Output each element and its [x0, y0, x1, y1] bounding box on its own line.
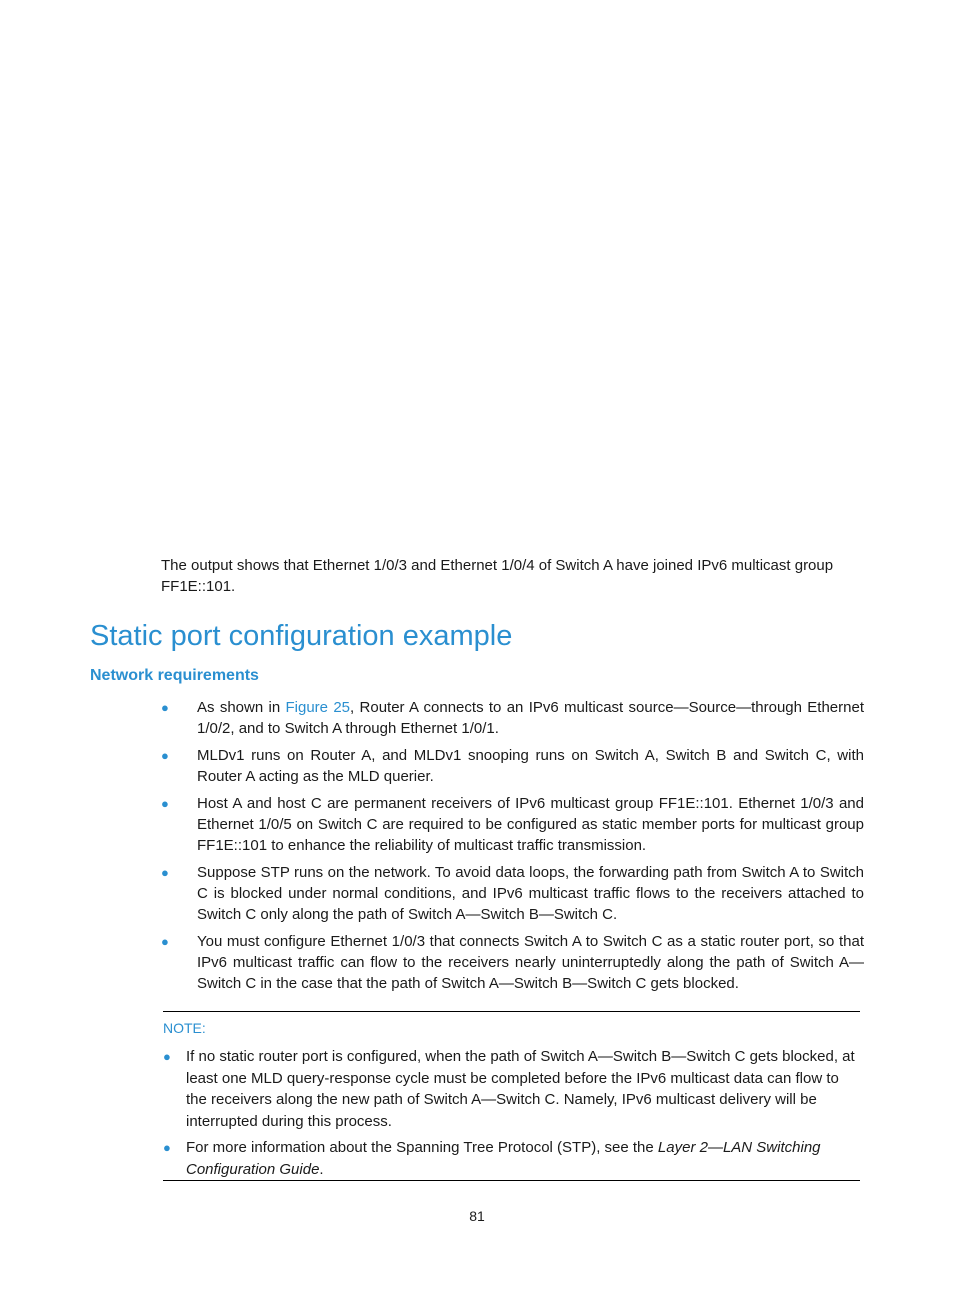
list-item-text: Suppose STP runs on the network. To avoid data loops, the forwarding path from Switch A to Switch C is blocked under normal conditions, and IPv6 multicast traffic flows to the receivers attached to Switch C only along the path of Switch A—Switch B—Switch C. [197, 864, 864, 923]
list-item-text: As shown in [197, 699, 286, 716]
bullet-icon: ● [161, 796, 169, 811]
list-item-text: If no static router port is configured, when the path of Switch A—Switch B—Switch C gets blocked, at least one MLD query-response cycle must be completed before the IPv6 multicast data can flow to the receivers along the new path of Switch A—Switch C. Namely, IPv6 multicast delivery will be interrupted during this process. [186, 1048, 855, 1130]
guide-title: Layer 2—LAN Switching Configuration Guide [186, 1139, 821, 1178]
section-heading: Static port configuration example [90, 620, 513, 652]
note-box [163, 1011, 860, 1181]
list-item [161, 862, 864, 925]
bullet-icon: ● [163, 1049, 171, 1064]
list-item [163, 1137, 860, 1180]
list-item-text: You must configure Ethernet 1/0/3 that connects Switch A to Switch C as a static router port, so that IPv6 multicast traffic can flow to the receivers nearly uninterruptedly along the path of Switch A—Switch C in the case that the path of Switch A—Switch B—Switch C gets blocked. [197, 933, 864, 992]
note-list [163, 1046, 860, 1185]
bullet-icon: ● [161, 934, 169, 949]
figure-link[interactable]: Figure 25 [285, 699, 351, 716]
bullet-icon: ● [163, 1140, 171, 1155]
bullet-icon: ● [161, 865, 169, 880]
list-item [163, 1046, 860, 1132]
requirements-list [161, 697, 864, 1000]
page-number: 81 [469, 1208, 485, 1224]
list-item [161, 745, 864, 787]
list-item-text: Host A and host C are permanent receivers of IPv6 multicast group FF1E::101. Ethernet 1/0/3 and Ethernet 1/0/5 on Switch C are required to be configured as static member ports for multicast group FF1E::101 to enhance the reliability of multicast traffic transmission. [197, 795, 864, 854]
subsection-heading: Network requirements [90, 667, 259, 684]
list-item [161, 793, 864, 856]
note-label: NOTE: [163, 1020, 206, 1036]
list-item-text: For more information about the Spanning Tree Protocol (STP), see the [186, 1139, 658, 1156]
list-item-text: . [319, 1160, 324, 1178]
list-item-text: , Router A connects to an IPv6 multicast source—Source—through Ethernet 1/0/2, and to Switch A through Ethernet 1/0/1. [197, 699, 864, 737]
intro-paragraph: The output shows that Ethernet 1/0/3 and Ethernet 1/0/4 of Switch A have joined IPv6 multicast group FF1E::101. [161, 557, 834, 595]
list-item-text: MLDv1 runs on Router A, and MLDv1 snooping runs on Switch A, Switch B and Switch C, with Router A acting as the MLD querier. [197, 747, 864, 785]
bullet-icon: ● [161, 700, 169, 715]
bullet-icon: ● [161, 748, 169, 763]
list-item [161, 697, 864, 739]
list-item [161, 931, 864, 994]
